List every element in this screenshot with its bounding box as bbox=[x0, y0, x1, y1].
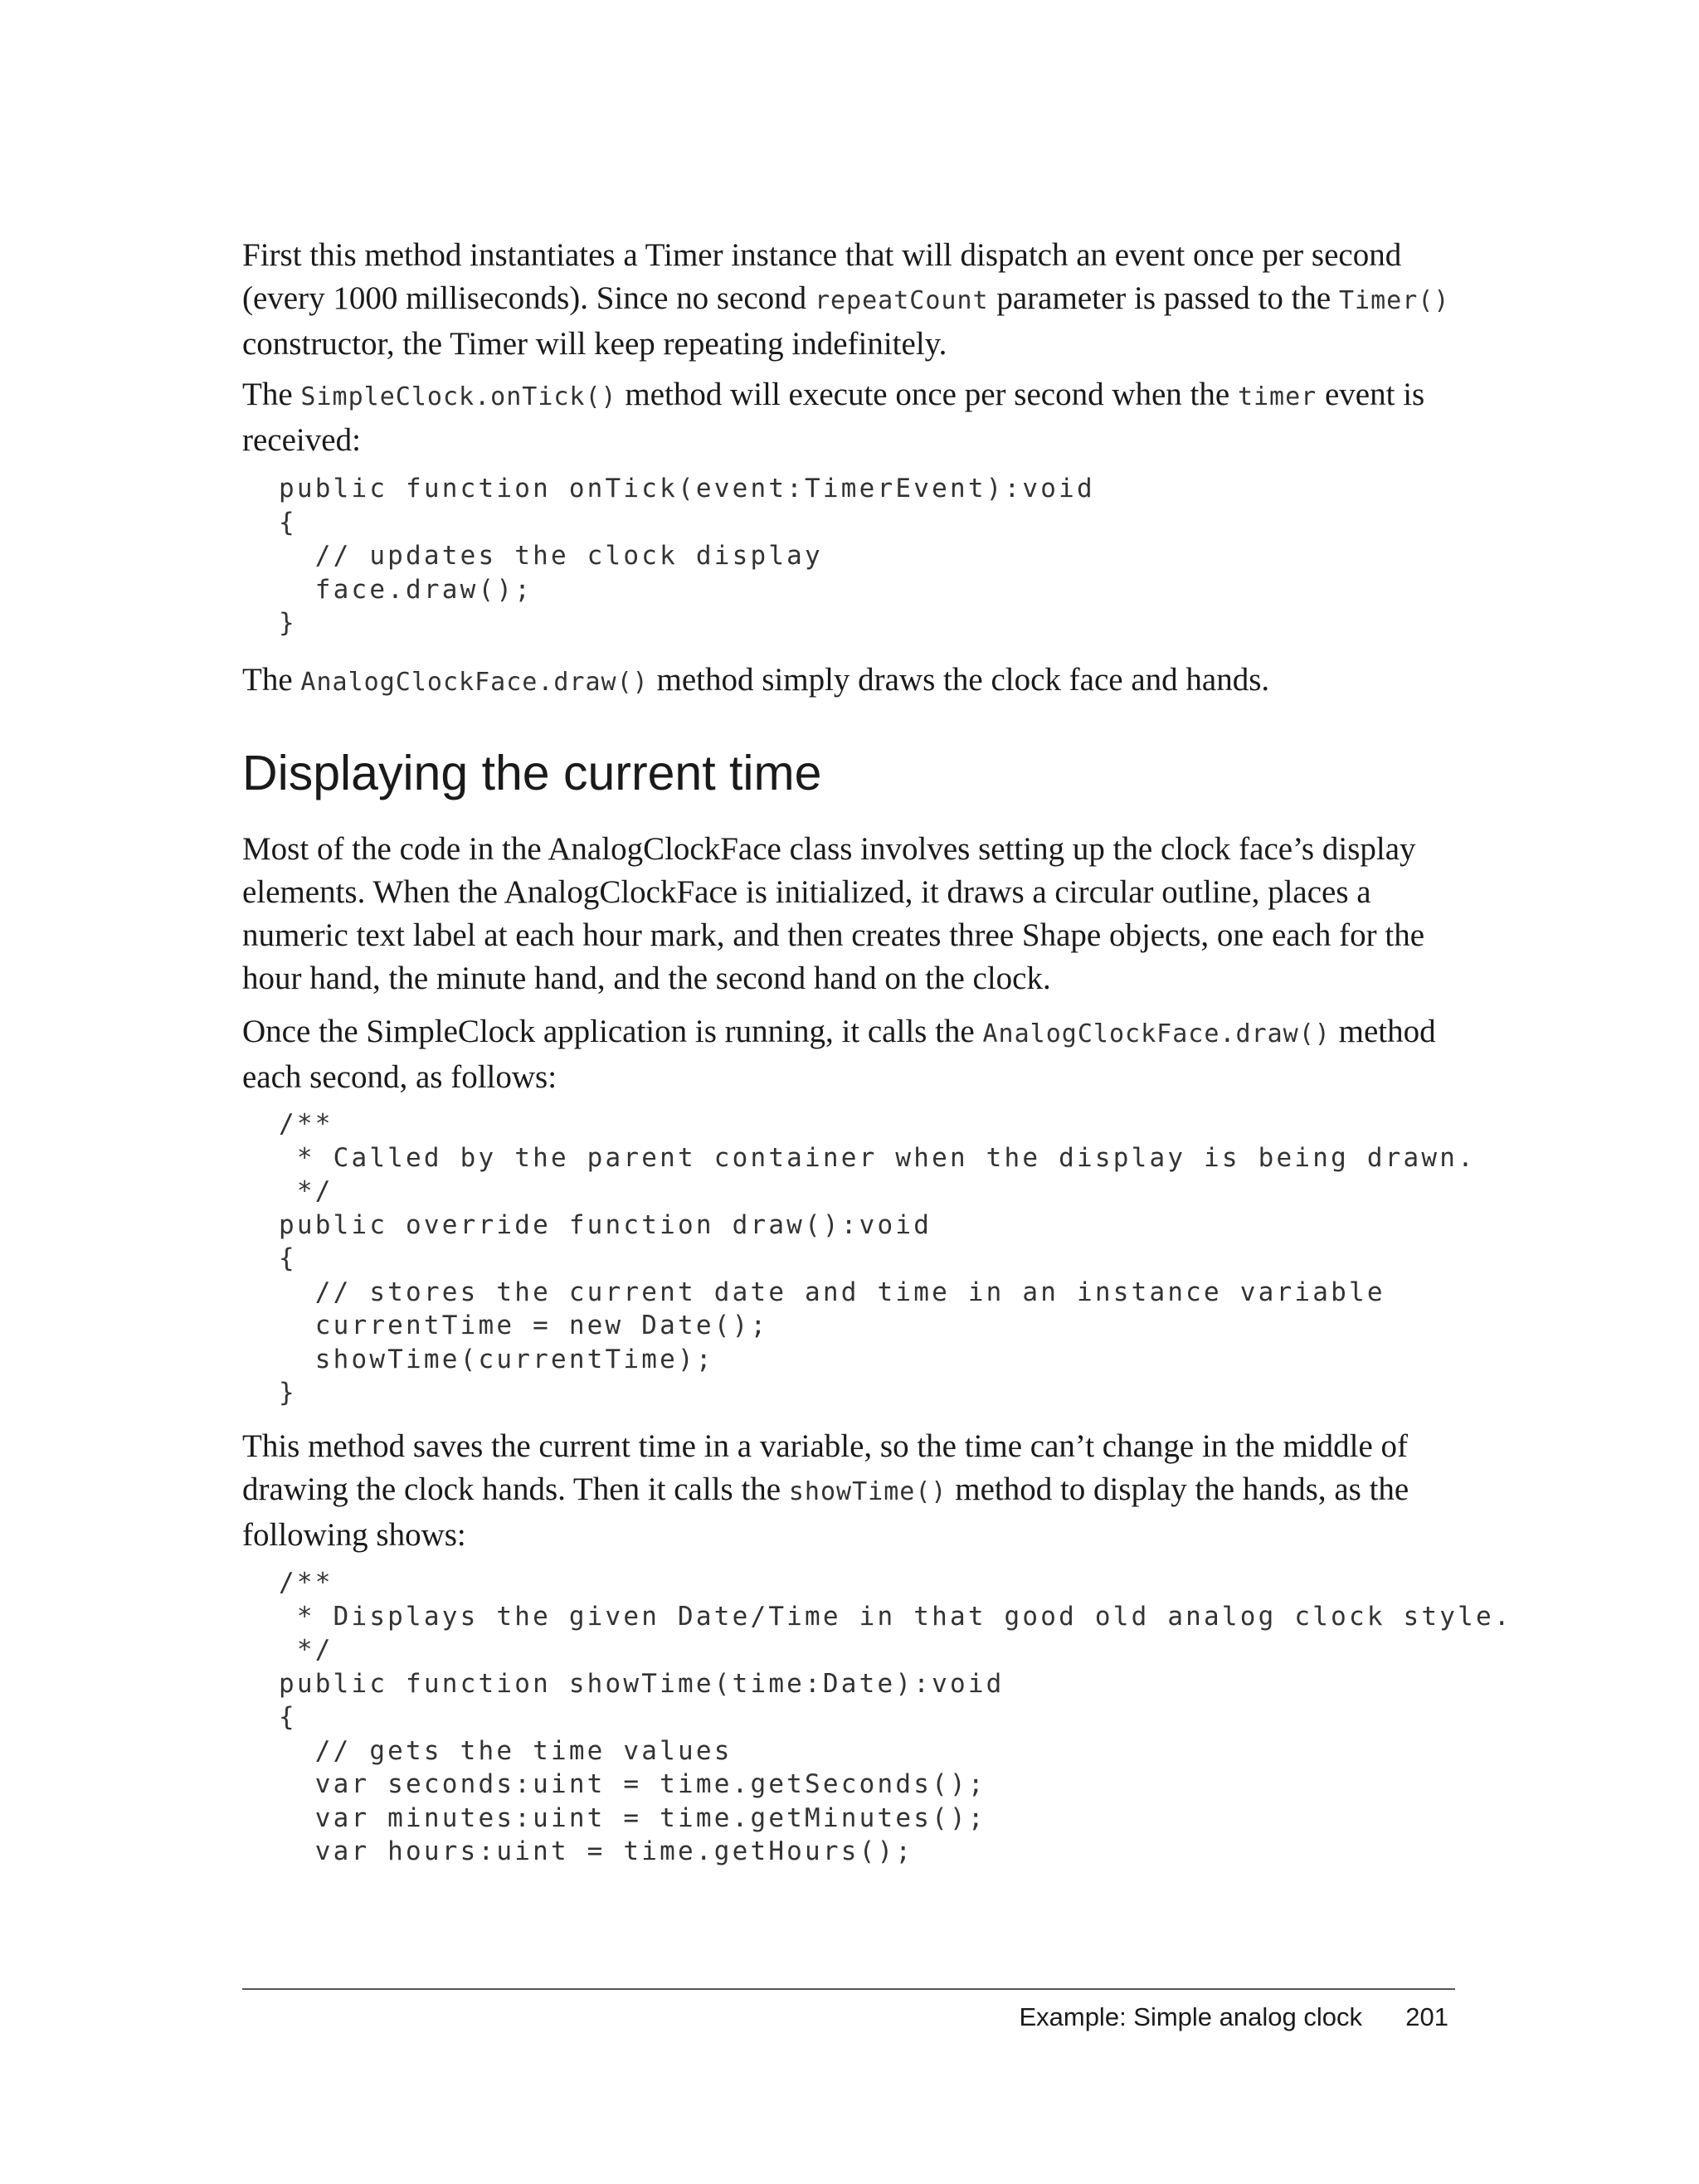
paragraph-timer-intro bbox=[242, 234, 1462, 366]
inline-code-analogclockface-draw: AnalogClockFace.draw() bbox=[300, 668, 649, 697]
footer-running-title: Example: Simple analog clock bbox=[1019, 2002, 1362, 2031]
text-run: event is received: bbox=[242, 377, 1425, 458]
text-run: The bbox=[242, 662, 301, 698]
text-run: method each second, as follows: bbox=[242, 1014, 1436, 1095]
text-run: method to display the hands, as the following shows: bbox=[242, 1471, 1409, 1553]
text-run: This method saves the current time in a variable, so the time can’t change in the middle of drawing the clock hands. Then it calls the bbox=[242, 1428, 1409, 1507]
paragraph-draw-called bbox=[242, 1010, 1462, 1099]
text-run: The bbox=[242, 377, 301, 412]
inline-code-timer-constructor: Timer() bbox=[1338, 286, 1450, 315]
text-run: method will execute once per second when the bbox=[616, 377, 1238, 412]
code-block-showtime: /** * Displays the given Date/Time in that good old analog clock style. */ public function showTime(time:Date):void { // gets the time values var seconds:uint = time.getSeconds(); var minutes:uint = time.getMinutes(); var hours:uint = time.getHours(); bbox=[279, 1568, 1512, 1866]
footer-divider bbox=[242, 1988, 1455, 1990]
inline-code-ontick: SimpleClock.onTick() bbox=[300, 382, 617, 411]
inline-code-timer-event: timer bbox=[1237, 382, 1317, 411]
section-heading: Displaying the current time bbox=[242, 746, 822, 800]
paragraph-draw-summary bbox=[242, 659, 1462, 704]
paragraph-ontick-intro bbox=[242, 373, 1462, 462]
code-block-draw: /** * Called by the parent container when the display is being drawn. */ public override function draw():void { // stores the current date and time in an instance variable currentTime = new Date(); showTime(currentTime); } bbox=[279, 1109, 1476, 1408]
text-run: method simply draws the clock face and hands. bbox=[648, 662, 1270, 698]
text-run: Once the SimpleClock application is running, it calls the bbox=[242, 1014, 983, 1049]
page-number: 201 bbox=[1405, 2002, 1448, 2031]
inline-code-showtime: showTime() bbox=[788, 1477, 947, 1506]
inline-code-analogclockface-draw: AnalogClockFace.draw() bbox=[982, 1019, 1331, 1048]
code-block-ontick: public function onTick(event:TimerEvent):void { // updates the clock display face.draw(); } bbox=[279, 474, 1095, 638]
inline-code-repeatcount: repeatCount bbox=[814, 286, 989, 315]
paragraph-showtime-intro bbox=[242, 1425, 1462, 1557]
paragraph-clockface-setup: Most of the code in the AnalogClockFace class involves setting up the clock face’s display elements. When the AnalogClockFace is initialized, it draws a circular outline, places a numeric text label at each hour mark, and then creates three Shape objects, one each for the hour hand, the minute hand, and the second hand on the clock. bbox=[242, 831, 1425, 996]
text-run: First this method instantiates a Timer instance that will dispatch an event once per second (every 1000 milliseconds). Since no second bbox=[242, 237, 1402, 316]
text-run: parameter is passed to the bbox=[988, 280, 1339, 316]
text-run: constructor, the Timer will keep repeating indefinitely. bbox=[242, 326, 947, 362]
